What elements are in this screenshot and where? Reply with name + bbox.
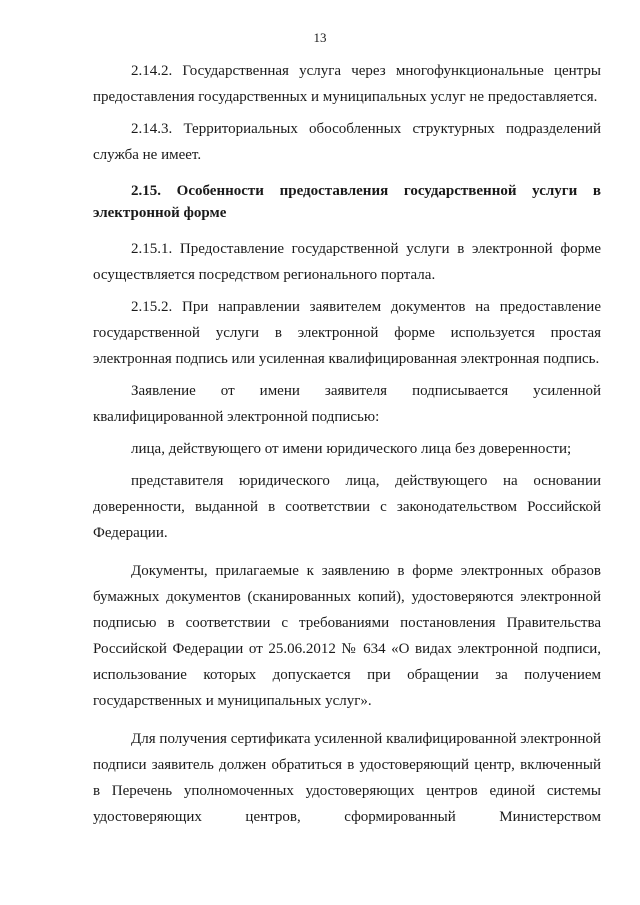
paragraph-2-14-3: 2.14.3. Территориальных обособленных структурных подразделений служба не имеет. — [93, 121, 601, 163]
paragraph-2-15-2: 2.15.2. При направлении заявителем документов на предоставление государственной услуги в электронной форме используется простая электронная подпись или усиленная квалифицированная электронная подпись. — [93, 299, 601, 367]
paragraph-attached-documents: Документы, прилагаемые к заявлению в форме электронных образов бумажных документов (сканированных копий), удостоверяются электронной подписью в соответствии с требованиями постановления Правительства Российской Федерации от 25.06.2012 № 634 «О видах электронной подписи, использование которых допускается при обращении за получением государственных и муниципальных услуг». — [93, 563, 601, 709]
list-item-representative: представителя юридического лица, действующего на основании доверенности, выданной в соответствии с законодательством Российской Федерации. — [93, 473, 601, 541]
document-body — [93, 58, 601, 830]
section-heading-2-15: 2.15. Особенности предоставления государственной услуги в электронной форме — [93, 183, 601, 221]
paragraph-signature-requirement: Заявление от имени заявителя подписывается усиленной квалифицированной электронной подписью: — [93, 383, 601, 425]
paragraph-certificate: Для получения сертификата усиленной квалифицированной электронной подписи заявитель должен обратиться в удостоверяющий центр, включенный в Перечень уполномоченных удостоверяющих центров единой системы удостоверяющих центров, сформированный Министерством — [93, 731, 601, 825]
paragraph-2-14-2: 2.14.2. Государственная услуга через многофункциональные центры предоставления государственных и муниципальных услуг не предоставляется. — [93, 63, 601, 105]
page-number: 13 — [313, 30, 327, 45]
paragraph-2-15-1: 2.15.1. Предоставление государственной услуги в электронной форме осуществляется посредством регионального портала. — [93, 241, 601, 283]
list-item-legal-entity-without-power: лица, действующего от имени юридического лица без доверенности; — [131, 441, 572, 457]
